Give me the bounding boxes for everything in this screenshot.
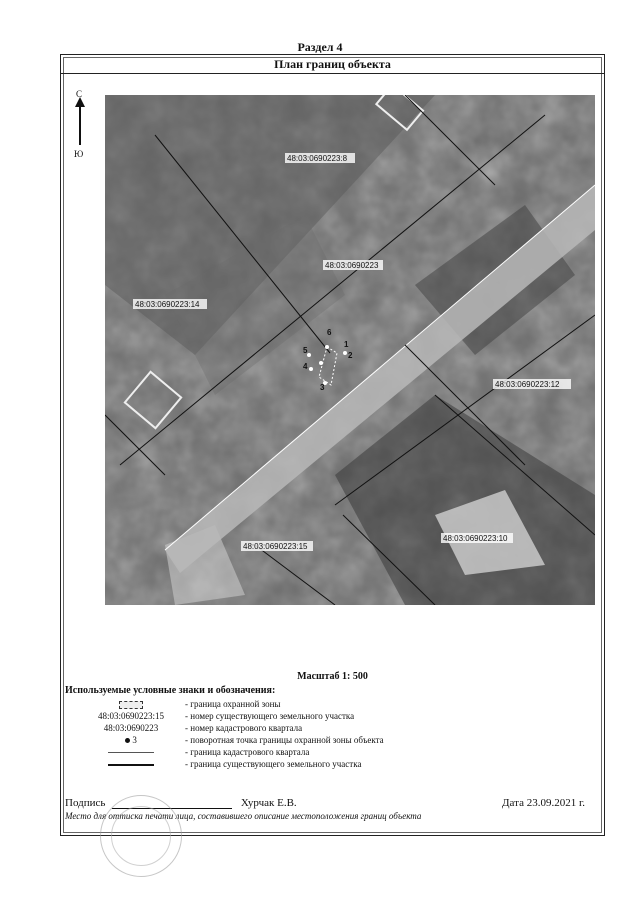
turning-point (319, 361, 323, 365)
legend (61, 699, 601, 771)
document-date: Дата 23.09.2021 г. (502, 797, 585, 809)
legend-row (61, 735, 601, 747)
parcel-boundary-icon (108, 764, 154, 766)
turning-point (325, 345, 329, 349)
seal-stamp (100, 795, 182, 877)
north-arrow (73, 89, 89, 169)
point-label: 2 (348, 351, 353, 360)
document-frame (60, 54, 605, 836)
point-label: 6 (327, 328, 332, 337)
point-number: 3 (132, 735, 137, 745)
legend-symbol: 48:03:0690223:15 (97, 711, 164, 721)
plot-label-8: 48:03:0690223:8 (287, 154, 348, 163)
legend-symbol (81, 699, 181, 709)
plan-title: План границ объекта (61, 55, 604, 74)
turning-point (343, 351, 347, 355)
legend-symbol (81, 747, 181, 757)
legend-desc: - поворотная точка границы охранной зоны объекта (185, 735, 384, 745)
legend-desc: - граница существующего земельного участка (185, 759, 362, 769)
legend-desc: - номер кадастрового квартала (185, 723, 303, 733)
legend-symbol: 48:03:0690223 (103, 723, 159, 733)
quarter-boundary-icon (108, 752, 154, 753)
point-label: 4 (303, 362, 308, 371)
legend-desc: - граница охранной зоны (185, 699, 281, 709)
plot-label-14: 48:03:0690223:14 (135, 300, 200, 309)
map-scale: Масштаб 1: 500 (297, 671, 368, 682)
section-heading: Раздел 4 (297, 40, 343, 54)
legend-row (61, 711, 601, 723)
stamp-note: Место для оттиска печати лица, составившего описание местоположения границ объекта (65, 811, 422, 821)
legend-row (61, 723, 601, 735)
aerial-map (105, 95, 595, 605)
legend-desc: - номер существующего земельного участка (185, 711, 355, 721)
point-label: 3 (320, 383, 325, 392)
signer-name: Хурчак Е.В. (240, 797, 297, 809)
point-label: 5 (303, 346, 308, 355)
legend-row (61, 759, 601, 771)
map-canvas (105, 95, 595, 605)
legend-desc: - граница кадастрового квартала (185, 747, 310, 757)
legend-row (61, 747, 601, 759)
legend-symbol (81, 735, 181, 745)
turning-point (309, 367, 313, 371)
legend-row (61, 699, 601, 711)
point-dot-icon (125, 738, 130, 743)
compass-north-label: С (76, 89, 83, 99)
plot-label-12: 48:03:0690223:12 (495, 380, 560, 389)
legend-title: Используемые условные знаки и обозначения: (65, 685, 276, 696)
legend-symbol (81, 759, 181, 769)
seal-inner-ring (111, 806, 171, 866)
compass-arrow-icon (79, 101, 81, 145)
signature-label: Подпись (65, 797, 106, 809)
plot-label-10: 48:03:0690223:10 (443, 534, 508, 543)
quarter-label: 48:03:0690223 (325, 261, 379, 270)
protection-zone-icon (119, 701, 143, 709)
compass-south-label: Ю (74, 149, 84, 159)
turning-point (307, 353, 311, 357)
plot-label-15: 48:03:0690223:15 (243, 542, 308, 551)
point-label: 1 (344, 340, 349, 349)
